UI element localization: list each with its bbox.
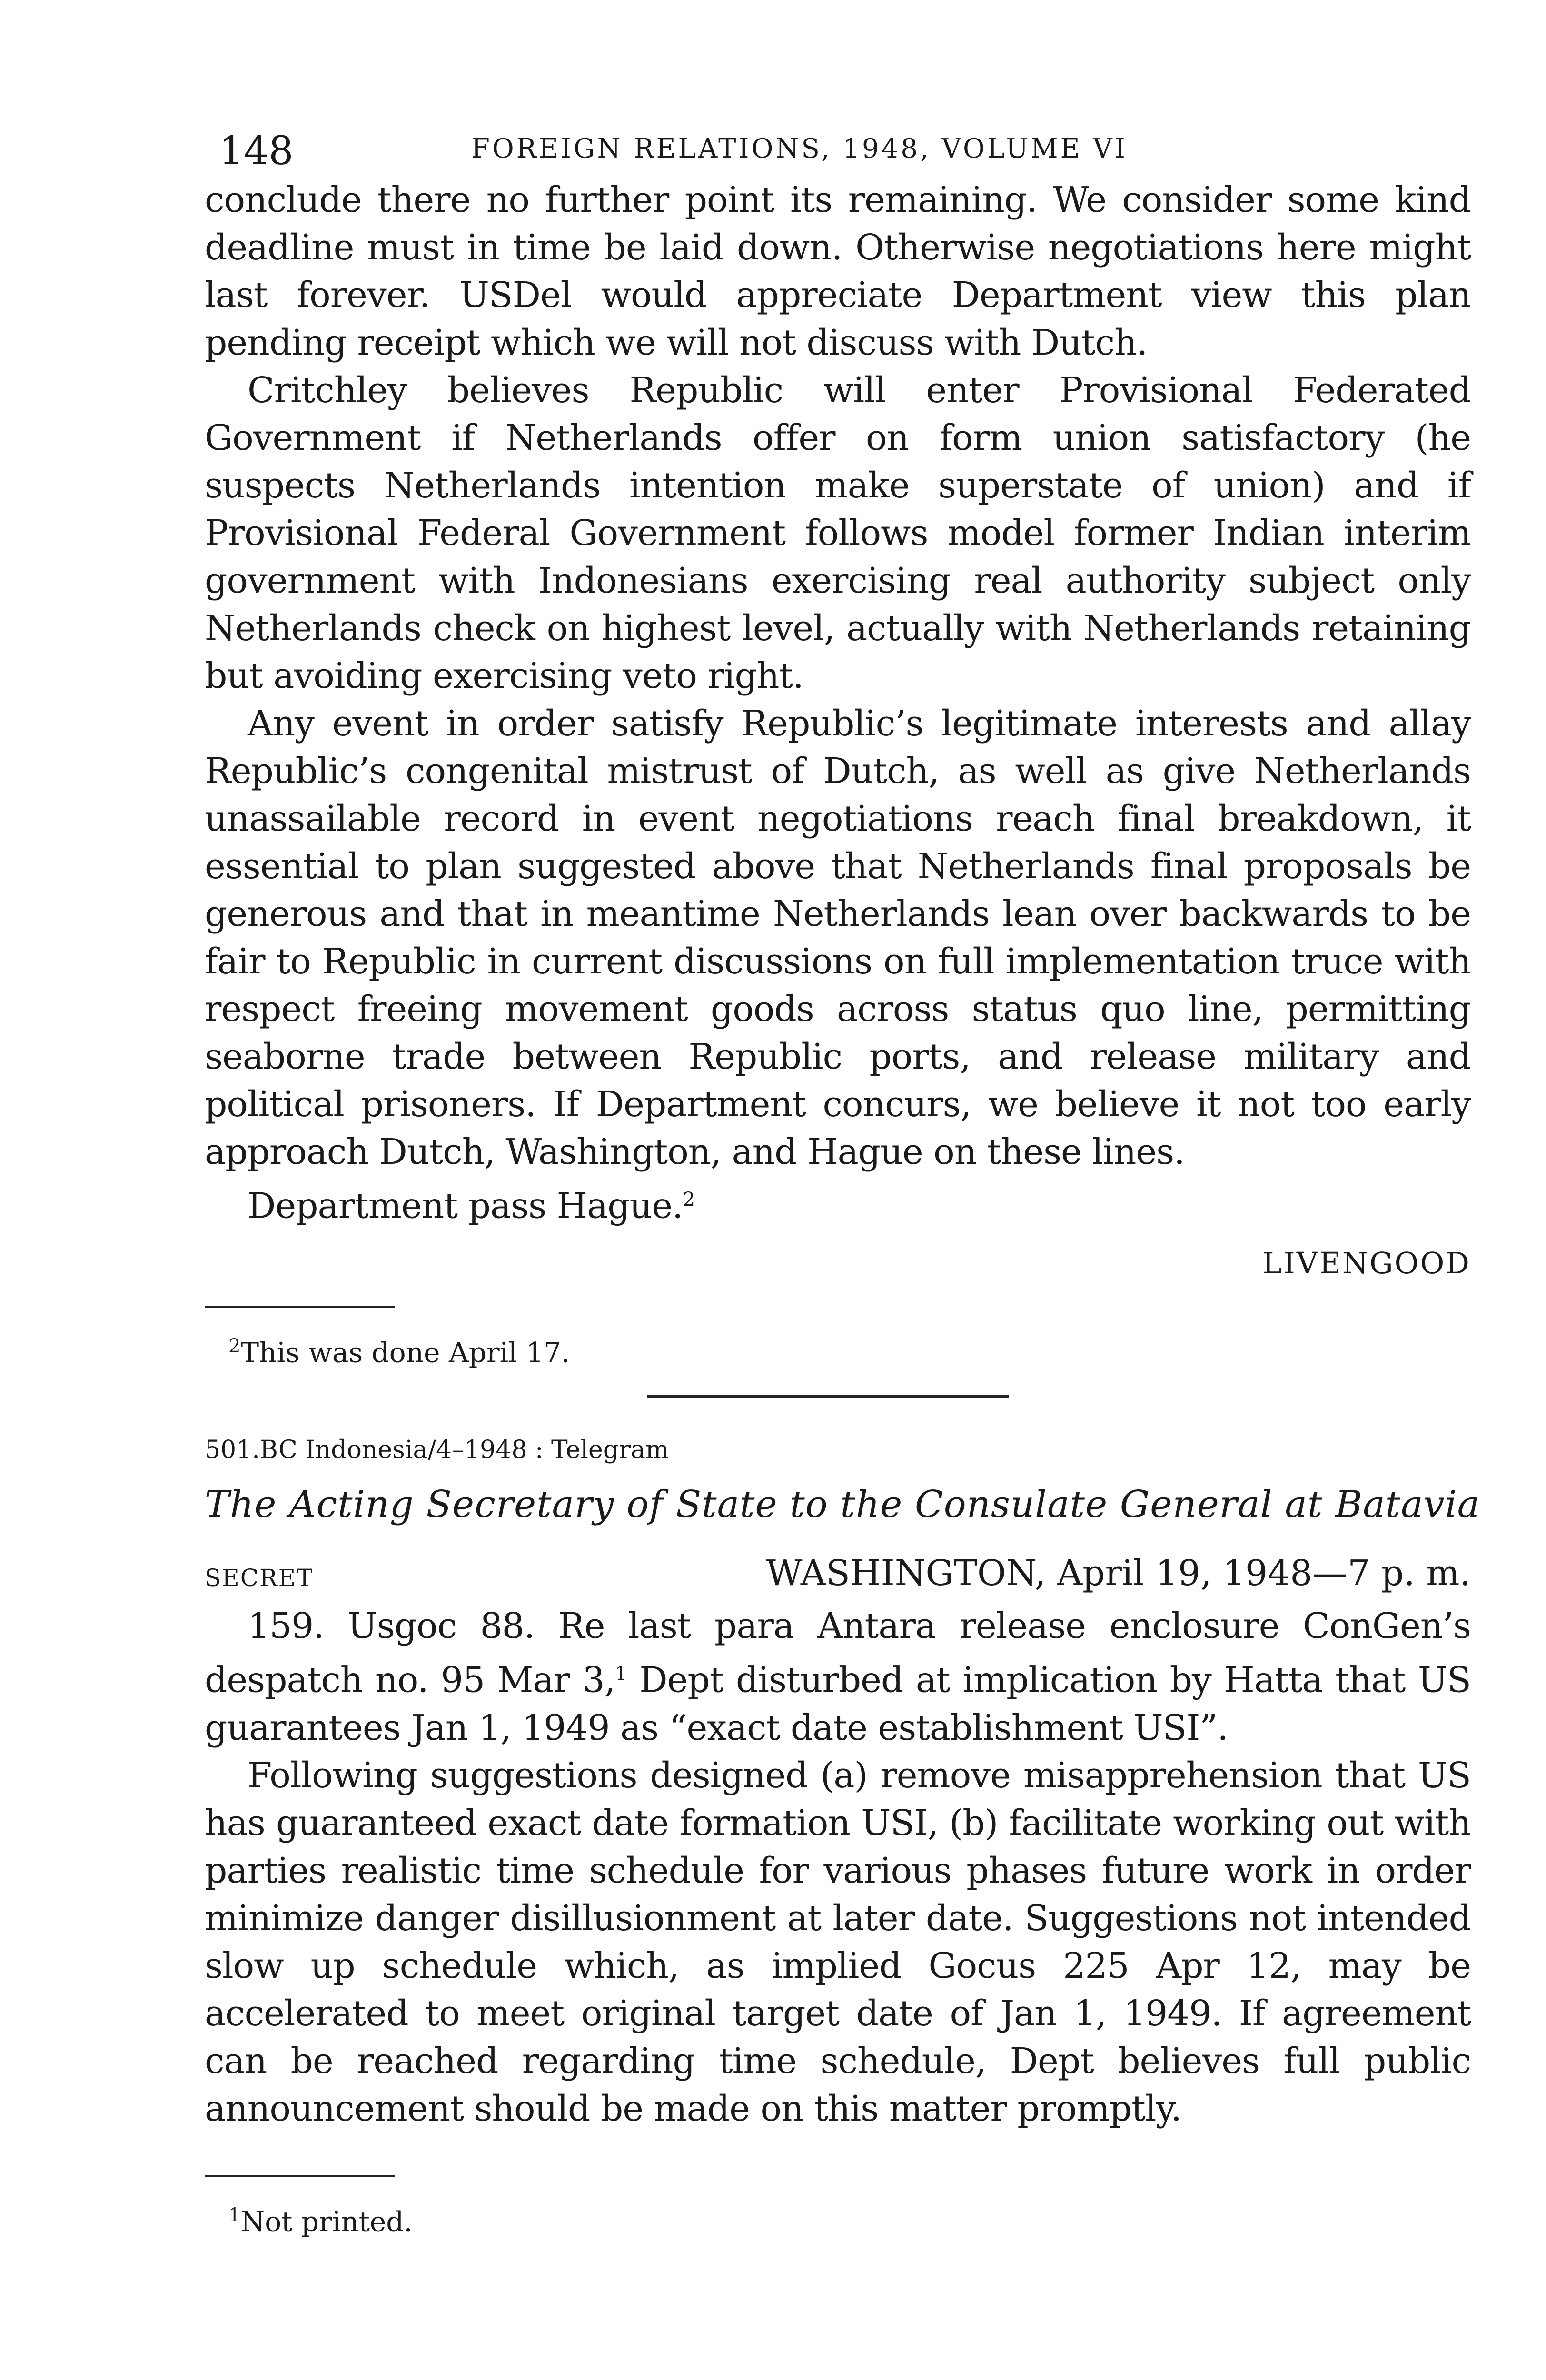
closing-line-text: Department pass Hague. xyxy=(248,1185,683,1227)
document-page xyxy=(205,119,1480,2241)
signature: LIVENGOOD xyxy=(1262,1245,1471,1280)
closing-line xyxy=(205,1176,1471,1230)
footnote-divider xyxy=(205,1306,395,1308)
dateline: WASHINGTON, April 19, 1948—7 p. m. xyxy=(766,1552,1471,1594)
telegram-paragraph-2: Following suggestions designed (a) remove misapprehension that US has guaranteed exact date formation USI, (b) facilitate working out with parties realistic time schedule for various phases future work in order minimize danger disillusionment at later date. Suggestions not intended slow up schedule which, as implied Gocus 225 Apr 12, may be accelerated to meet original target date of Jan 1, 1949. If agreement can be reached regarding time schedule, Dept believes full public announcement should be made on this matter promptly. xyxy=(205,1755,1471,2129)
document-separator xyxy=(647,1395,1009,1398)
footnote-ref-1: 1 xyxy=(615,1662,627,1685)
paragraph-any-event: Any event in order satisfy Republic’s legitimate interests and allay Republic’s congenital mistrust of Dutch, as well as give Netherlands unassailable record in event negotiations reach final breakdown, it essential to plan suggested above that Netherlands final proposals be generous and that in meantime Netherlands lean over backwards to be fair to Republic in current discussions on full implementation truce with respect freeing movement goods across status quo line, permitting seaborne trade between Republic ports, and release military and political prisoners. If Department concurs, we believe it not too early approach Dutch, Washington, and Hague on these lines. xyxy=(205,703,1471,1172)
footnote-2 xyxy=(205,1327,1471,1371)
paragraph-continuation: conclude there no further point its remaining. We consider some kind deadline must in time be laid down. Otherwise negotiations here might last forever. USDel would appreciate Department view this plan pending receipt which we will not discuss with Dutch. xyxy=(205,179,1471,363)
file-reference: 501.BC Indonesia/4–1948 : Telegram xyxy=(205,1435,669,1464)
telegram-paragraph-1-b: Dept disturbed at implication by Hatta that US guarantees Jan 1, 1949 as “exact date establishment USI”. xyxy=(205,1659,1471,1748)
telegram-paragraph-1-a: 159. Usgoc 88. Re last para Antara release enclosure ConGen’s despatch no. 95 Mar 3, xyxy=(205,1605,1471,1701)
footnote-1-marker: 1 xyxy=(228,2204,241,2226)
dateline-row xyxy=(205,1550,1471,1602)
running-head: FOREIGN RELATIONS, 1948, VOLUME VI xyxy=(471,133,1128,164)
footnote-1-text: Not printed. xyxy=(240,2205,413,2238)
footnote-ref-2: 2 xyxy=(683,1189,695,1210)
footnote-1 xyxy=(205,2196,1471,2241)
footnote-2-marker: 2 xyxy=(228,1335,241,1357)
page-number: 148 xyxy=(219,129,294,174)
page-header xyxy=(205,119,1471,176)
document-title: The Acting Secretary of State to the Consulate General at Batavia xyxy=(205,1483,1480,1526)
classification: SECRET xyxy=(205,1564,314,1592)
paragraph-critchley: Critchley believes Republic will enter Provisional Federated Government if Netherlands offer on form union satisfactory (he suspects Netherlands intention make superstate of union) and if Provisional Federal Government follows model former Indian interim government with Indonesians exercising real authority subject only Netherlands check on highest level, actually with Netherlands retaining but avoiding exercising veto right. xyxy=(205,370,1471,696)
footnote-2-text: This was done April 17. xyxy=(240,1336,570,1368)
footnote-divider-bottom xyxy=(205,2175,395,2177)
telegram-paragraph-1 xyxy=(205,1602,1471,1752)
